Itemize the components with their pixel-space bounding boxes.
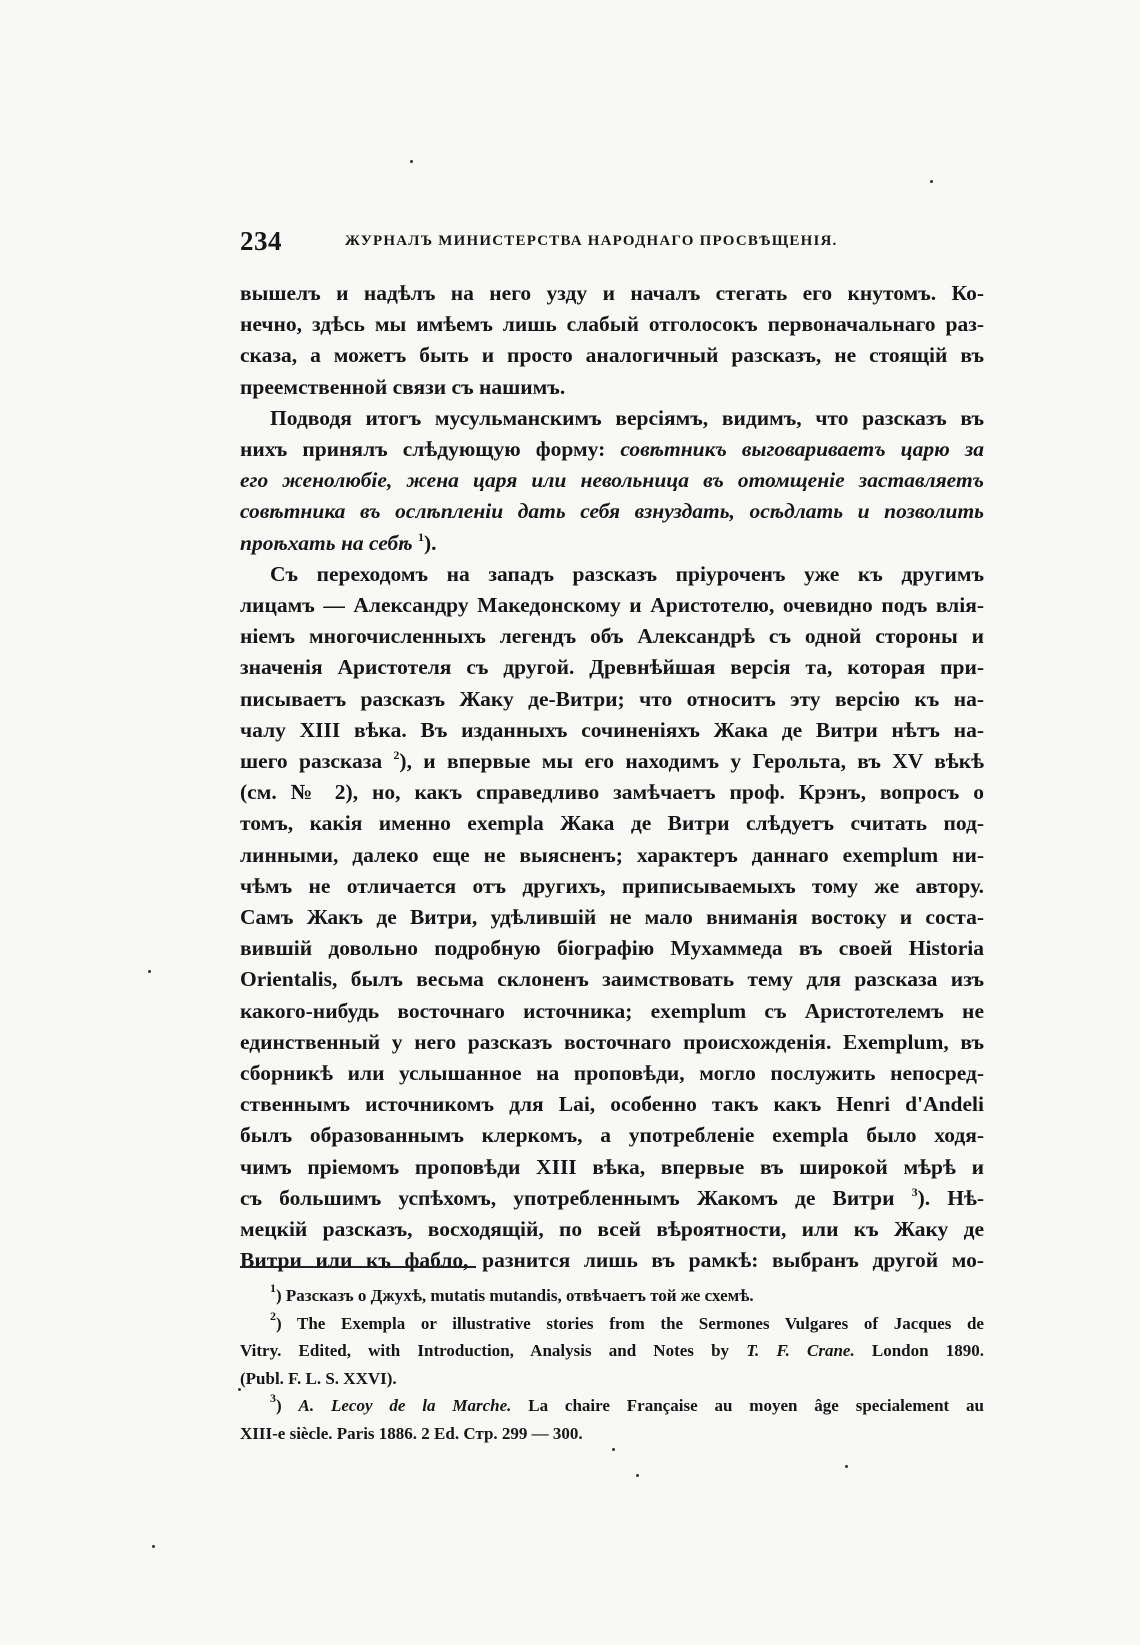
text-run: ). Нѣ- xyxy=(917,1185,985,1210)
footnote-text: The Exempla or illustrative stories from the Sermones Vulgares of Jacques de xyxy=(297,1313,984,1333)
text-line: лицамъ — Александру Македонскому и Аристотелю, очевидно подъ влія- xyxy=(240,593,984,618)
footnote-marker: 2 xyxy=(270,1308,276,1323)
text-line: мецкій разсказъ, восходящій, по всей вѣроятности, или къ Жаку де xyxy=(240,1217,984,1242)
footnote-line xyxy=(240,1337,984,1365)
text-line xyxy=(240,1183,984,1214)
text-line: вышелъ и надѣлъ на него узду и началъ стегать его кнутомъ. Ко- xyxy=(240,281,984,305)
text-line: линными, далеко еще не выясненъ; характеръ даннаго exemplum ни- xyxy=(240,842,984,867)
text-line: совѣтника въ ослѣпленіи дать себя взнуздать, осѣдлать и позволить xyxy=(240,499,984,524)
text-line: былъ образованнымъ клеркомъ, а употребленіе exempla было ходя- xyxy=(240,1123,984,1148)
italic-run: проѣхать на себѣ xyxy=(240,530,413,555)
paragraph xyxy=(240,403,984,559)
footnote-text: London 1890. xyxy=(871,1341,985,1360)
footnote-divider xyxy=(240,1266,476,1268)
italic-run: совѣтникъ выговариваетъ царю за xyxy=(620,437,985,462)
text-line: Съ переходомъ на западъ разсказъ пріуроченъ уже къ другимъ xyxy=(270,561,984,586)
text-line: Orientalis, былъ весьма склоненъ заимствовать тему для разсказа изъ xyxy=(240,967,984,992)
text-line: Подводя итогъ мусульманскимъ версіямъ, видимъ, что разсказъ въ xyxy=(270,405,984,430)
text-run: шего разсказа xyxy=(240,749,383,774)
text-line: чѣмъ не отличается отъ другихъ, приписываемыхъ тому же автору. xyxy=(240,873,984,898)
text-line: преемственной связи съ нашимъ. xyxy=(240,374,566,399)
footnote xyxy=(240,1282,984,1310)
text-line: какого-нибудь восточнаго источника; exemplum съ Аристотелемъ не xyxy=(240,998,984,1023)
page-number: 234 xyxy=(240,226,282,256)
text-line: сказа, а можетъ быть и просто аналогичный разсказъ, не стоящій въ xyxy=(240,343,984,368)
text-line xyxy=(240,746,984,777)
footnote-text: La chaire Française au moyen âge specialement au xyxy=(528,1396,984,1415)
footnote-ref: 3 xyxy=(911,1184,918,1199)
text-line: единственный у него разсказъ восточнаго происхожденія. Exemplum, въ xyxy=(240,1029,984,1054)
text-run: нихъ принялъ слѣдующую форму: xyxy=(240,437,606,462)
author-name: T. F. Crane. xyxy=(746,1341,855,1360)
page-header xyxy=(240,226,984,260)
text-line: писываетъ разсказъ Жаку де-Витри; что относитъ эту версію къ на- xyxy=(240,686,984,711)
scan-speck xyxy=(410,160,413,163)
footnote-line: $^3$) A. Lecoy de la Marche. La chaire Française au moyen âge specialement au xyxy=(270,1391,984,1415)
text-line: ніемъ многочисленныхъ легендъ объ Александрѣ съ одной стороны и xyxy=(240,624,984,649)
scan-speck xyxy=(636,1474,639,1477)
text-line: ственнымъ источникомъ для Lai, особенно такъ какъ Henri d'Andeli xyxy=(240,1092,984,1117)
footnote-ref: 2 xyxy=(393,748,400,763)
footnote-line: XIII-e siècle. Paris 1886. 2 Ed. Стр. 299 — 300. xyxy=(240,1423,583,1443)
text-line xyxy=(240,434,984,465)
footnote-text: Разсказъ о Джухѣ, mutatis mutandis, отвѣчаетъ той же схемѣ. xyxy=(285,1286,754,1305)
text-line: значенія Аристотеля съ другой. Древнѣйшая версія та, которая при- xyxy=(240,655,984,680)
text-line xyxy=(240,528,984,559)
scan-speck xyxy=(152,1545,155,1548)
text-line: сборникѣ или услышанное на проповѣди, могло послужить непосред- xyxy=(240,1061,984,1086)
text-line: вившій довольно подробную біографію Мухаммеда въ своей Historia xyxy=(240,936,984,961)
scan-speck xyxy=(238,1388,241,1391)
text-line: (см. № 2), но, какъ справедливо замѣчаетъ проф. Крэнъ, вопросъ о xyxy=(240,780,984,805)
scan-speck xyxy=(845,1465,848,1468)
paragraph xyxy=(240,559,984,1277)
text-line: Самъ Жакъ де Витри, удѣлившій не мало вниманія востоку и соста- xyxy=(240,905,984,930)
text-line: томъ, какія именно exempla Жака де Витри слѣдуетъ считать под- xyxy=(240,811,984,836)
footnote-marker: 3 xyxy=(270,1391,276,1405)
paragraph xyxy=(240,278,984,403)
text-run: съ большимъ успѣхомъ, употребленнымъ Жакомъ де Витри xyxy=(240,1185,895,1210)
footnote-line: $^1$) Разсказъ о Джухѣ, mutatis mutandis, отвѣчаетъ той же схемѣ. xyxy=(270,1281,754,1305)
text-line: Витри или къ фаблo, разнится лишь въ рамкѣ: выбранъ другой мо- xyxy=(240,1248,984,1273)
text-line: чалу XIII вѣка. Въ изданныхъ сочиненіяхъ Жака де Витри нѣтъ на- xyxy=(240,717,984,742)
running-title: ЖУРНАЛЪ МИНИСТЕРСТВА НАРОДНАГО ПРОСВѢЩЕНІЯ. xyxy=(345,233,838,249)
footnote-ref: 1 xyxy=(417,529,424,544)
author-name: A. Lecoy de la Marche. xyxy=(298,1396,512,1415)
footnotes xyxy=(240,1282,984,1447)
footnote-line: (Publ. F. L. S. XXVI). xyxy=(240,1368,397,1388)
scan-speck xyxy=(148,970,151,973)
footnote xyxy=(240,1392,984,1447)
footnote-marker: 1 xyxy=(270,1281,276,1295)
text-run: ), и впервые мы его находимъ у Герольта, въ XV вѣкѣ xyxy=(399,749,985,774)
main-text xyxy=(240,278,984,1277)
footnote-text: Vitry. Edited, with Introduction, Analysis and Notes by xyxy=(240,1341,730,1360)
text-run: ). xyxy=(423,530,437,555)
scan-speck xyxy=(612,1448,615,1451)
text-line: его женолюбіе, жена царя или невольница въ отомщеніе заставляетъ xyxy=(240,468,984,493)
footnote-line: $^2$) The Exempla or illustrative stories from the Sermones Vulgares of Jacques de xyxy=(270,1308,984,1333)
text-line: нечно, здѣсь мы имѣемъ лишь слабый отголосокъ первоначальнаго раз- xyxy=(240,312,984,337)
scan-speck xyxy=(930,180,933,183)
footnote xyxy=(240,1310,984,1393)
text-line: чимъ пріемомъ проповѣди XIII вѣка, впервые въ широкой мѣрѣ и xyxy=(240,1154,984,1179)
